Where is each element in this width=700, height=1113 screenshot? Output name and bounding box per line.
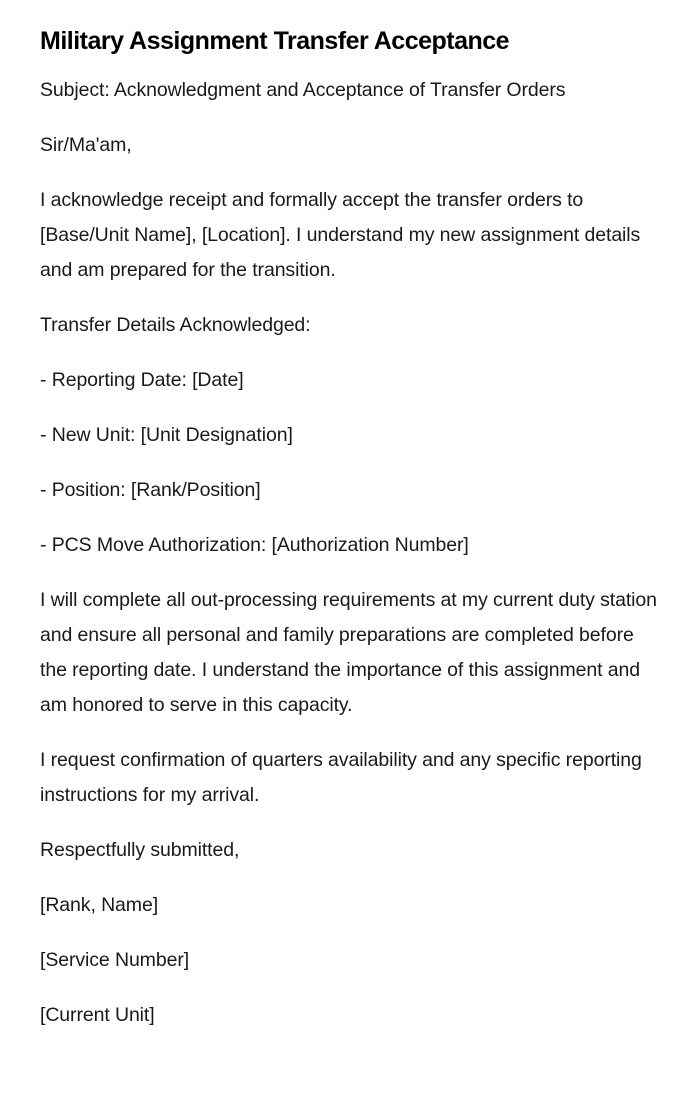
detail-position: - Position: [Rank/Position] xyxy=(40,479,261,501)
acceptance-paragraph: I acknowledge receipt and formally accept the transfer orders to [Base/Unit Name], [Location]. I understand my new assignment details and am prepared for the transition. xyxy=(40,189,641,281)
salutation: Sir/Ma'am, xyxy=(40,134,132,156)
subject-line: Subject: Acknowledgment and Acceptance of Transfer Orders xyxy=(40,79,566,101)
signature-rank-name: [Rank, Name] xyxy=(40,894,159,916)
signature-service-number: [Service Number] xyxy=(40,949,190,971)
details-heading: Transfer Details Acknowledged: xyxy=(40,314,311,336)
commitment-paragraph: I will complete all out-processing requirements at my current duty station and ensure all personal and family preparations are completed before the reporting date. I understand the importance of this assignment and am honored to serve in this capacity. xyxy=(40,589,657,716)
closing: Respectfully submitted, xyxy=(40,839,240,861)
detail-pcs-authorization: - PCS Move Authorization: [Authorization Number] xyxy=(40,534,469,556)
signature-current-unit: [Current Unit] xyxy=(40,1004,155,1026)
request-paragraph: I request confirmation of quarters availability and any specific reporting instructions for my arrival. xyxy=(40,749,642,806)
detail-reporting-date: - Reporting Date: [Date] xyxy=(40,369,244,391)
document-title: Military Assignment Transfer Acceptance xyxy=(40,27,510,55)
detail-new-unit: - New Unit: [Unit Designation] xyxy=(40,424,293,446)
